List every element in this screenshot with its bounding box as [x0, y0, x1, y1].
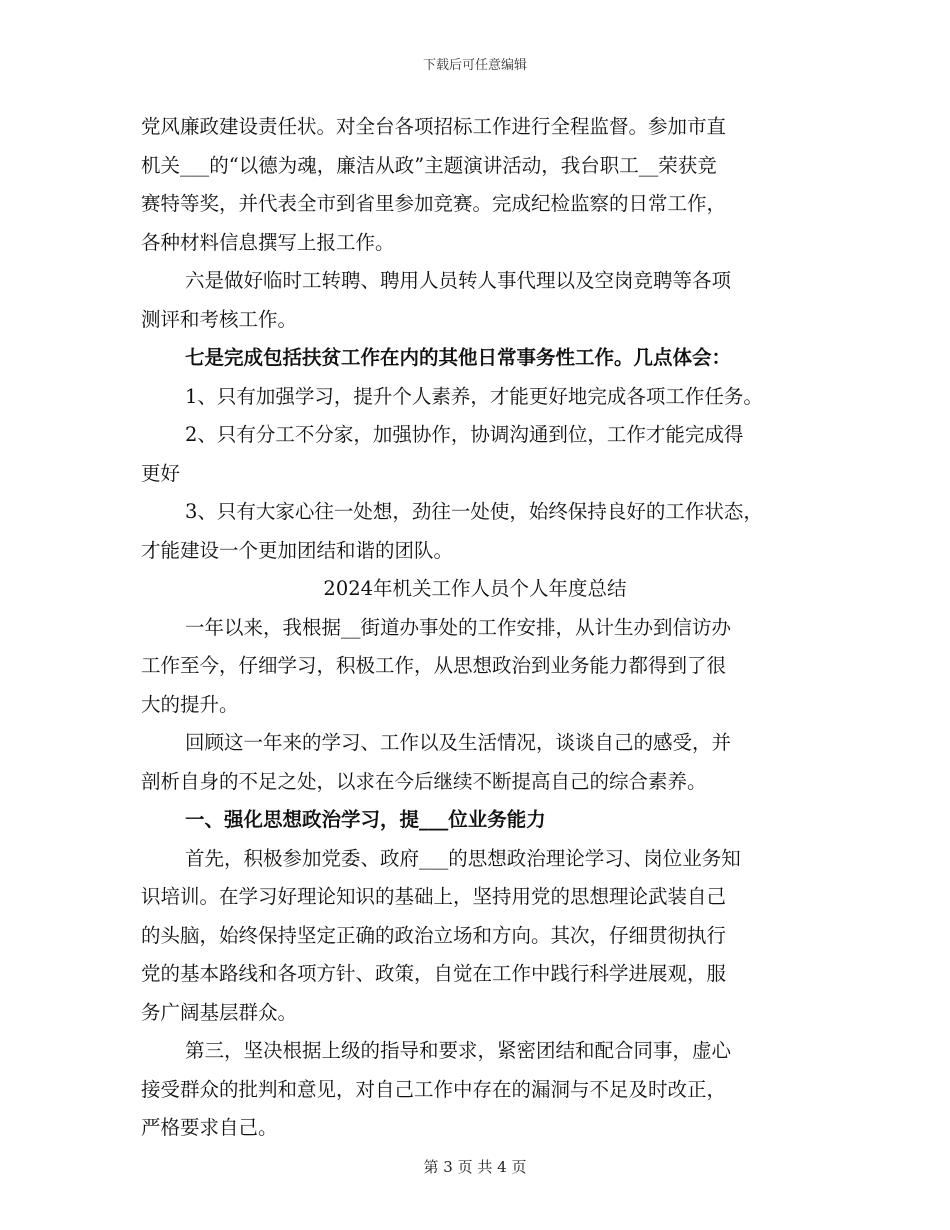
paragraph-line: 更好 [141, 461, 181, 485]
paragraph-line: 党风廉政建设责任状。对全台各项招标工作进行全程监督。参加市直 [141, 115, 727, 138]
paragraph-line: 第三，坚决根据上级的指导和要求，紧密团结和配合同事，虚心 [185, 1039, 732, 1062]
page-header: 下载后可任意编辑 [422, 58, 527, 73]
paragraph-line: 回顾这一年来的学习、工作以及生活情况，谈谈自己的感受，并 [185, 731, 732, 754]
paragraph-line: 测评和考核工作。 [141, 307, 298, 331]
paragraph-line: 剖析自身的不足之处，以求在今后继续不断提高自己的综合素养。 [141, 769, 707, 793]
paragraph-line: 大的提升。 [141, 692, 239, 716]
paragraph-line: 党的基本路线和各项方针、政策，自觉在工作中践行科学进展观，服 [141, 962, 727, 985]
paragraph-line: 的头脑，始终保持坚定正确的政治立场和方向。其次，仔细贯彻执行 [141, 923, 727, 947]
section-heading: 七是完成包括扶贫工作在内的其他日常事务性工作。几点体会： [185, 346, 732, 369]
paragraph-line: 2、只有分工不分家，加强协作，协调沟通到位，工作才能完成得 [185, 423, 744, 446]
paragraph-line: 一年以来，我根据__街道办事处的工作安排，从计生办到信访办 [185, 615, 732, 639]
paragraph-line: 首先，积极参加党委、政府___的思想政治理论学习、岗位业务知 [185, 846, 741, 870]
page-footer: 第 3 页 共 4 页 [423, 1158, 527, 1176]
paragraph-line: 严格要求自己。 [141, 1116, 278, 1139]
section-heading: 一、强化思想政治学习，提___位业务能力 [185, 808, 546, 831]
paragraph-line: 识培训。在学习好理论知识的基础上，坚持用党的思想理论武装自己 [141, 885, 727, 908]
paragraph-line: 六是做好临时工转聘、聘用人员转人事代理以及空岗竞聘等各项 [185, 269, 732, 292]
paragraph-line: 接受群众的批判和意见，对自己工作中存在的漏洞与不足及时改正， [141, 1077, 727, 1101]
paragraph-line: 3、只有大家心往一处想，劲往一处使，始终保持良好的工作状态， [185, 500, 763, 523]
paragraph-line: 务广阔基层群众。 [141, 1000, 298, 1024]
paragraph-line: 赛特等奖，并代表全市到省里参加竞赛。完成纪检监察的日常工作， [141, 192, 727, 215]
paragraph-line: 才能建设一个更加团结和谐的团队。 [141, 538, 454, 562]
paragraph-line: 1、只有加强学习，提升个人素养，才能更好地完成各项工作任务。 [185, 384, 763, 408]
document-body [141, 110, 821, 1150]
paragraph-line: 机关___的“以德为魂，廉洁从政”主题演讲活动，我台职工__荣获竞 [141, 153, 717, 177]
paragraph-line: 工作至今，仔细学习，积极工作，从思想政治到业务能力都得到了很 [141, 654, 727, 677]
paragraph-line: 各种材料信息撰写上报工作。 [141, 230, 395, 254]
document-title: 2024年机关工作人员个人年度总结 [323, 577, 627, 600]
